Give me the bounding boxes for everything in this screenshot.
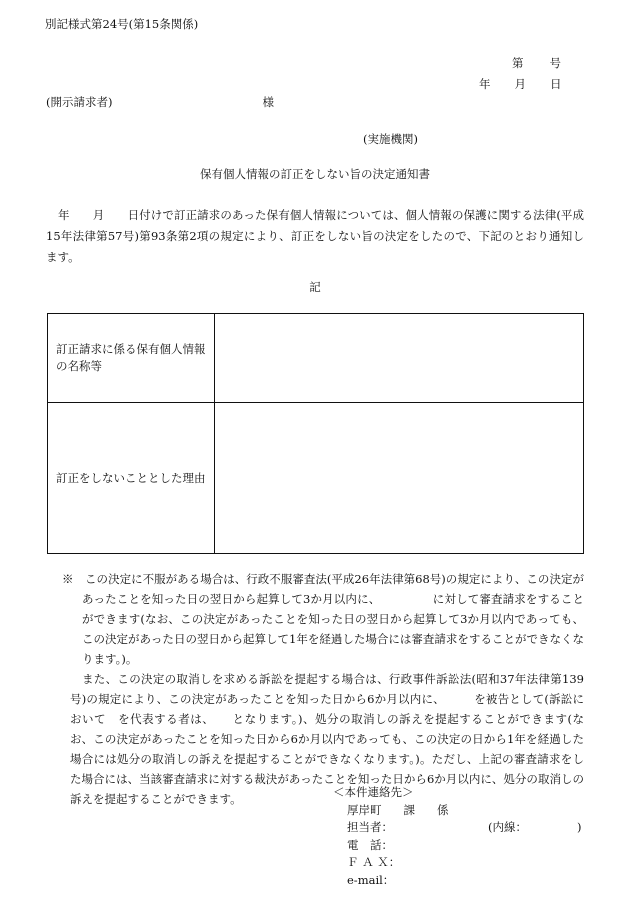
document-title: 保有個人情報の訂正をしない旨の決定通知書 — [200, 167, 430, 181]
contact-person — [333, 819, 582, 837]
date-day: 日 — [550, 77, 562, 91]
person-label: 担当者： — [347, 820, 393, 834]
row1-label: 訂正請求に係る保有個人情報の名称等 — [48, 314, 215, 403]
contact-header: ＜本件連絡先＞ — [333, 785, 414, 799]
requester-line — [46, 94, 274, 110]
form-id: 別記様式第24号(第15条関係) — [45, 17, 199, 31]
row1-value — [215, 314, 584, 403]
row2-value — [215, 403, 584, 554]
date-year: 年 — [479, 77, 491, 91]
body-paragraph: 年 月 日付けで訂正請求のあった保有個人情報については、個人情報の保護に関する法律(平成15年法律第57号)第93条第2項の規定により、訂正をしない旨の決定をしたので、下記のとおり通知します。 — [46, 208, 584, 264]
number-dai: 第 — [512, 56, 524, 70]
decision-table — [47, 313, 584, 554]
contact-fax: Ｆ Ａ Ｘ： — [347, 855, 401, 869]
row2-label: 訂正をしないこととした理由 — [48, 403, 215, 554]
contact-phone: 電 話： — [347, 837, 393, 852]
contact-block — [333, 784, 582, 889]
requester-sama: 様 — [262, 95, 274, 109]
contact-email: e-mail： — [347, 872, 395, 887]
number-gou: 号 — [549, 56, 561, 70]
table-row — [48, 314, 584, 403]
note-paragraph-2: また、この決定の取消しを求める訴訟を提起する場合は、行政事件訴訟法(昭和37年法律第139号)の規定により、この決定があったことを知った日から6か月以内に、 を被告として(訴訟において を代表する者は、 となります。)、処分の取消しの訴えを提起することができます(なお、この決定があったことを知った日から6か月以内であっても、この決定の日から1年を経過した場合には処分の取消しの訴えを提起することができなくなります。)。ただし、上記の審査請求をした場合には、当該審査請求に対する裁決があったことを知った日から6か月以内に、処分の取消しの訴えを提起することができます。 — [70, 672, 584, 806]
dept-town: 厚岸町 — [347, 802, 382, 817]
document-number-line — [512, 55, 561, 71]
agency-label: (実施機関) — [363, 132, 418, 146]
dept-kakari: 係 — [437, 802, 449, 817]
dept-ka: 課 — [403, 802, 415, 817]
extension-open: (内線： — [488, 820, 527, 834]
requester-label: (開示請求者) — [46, 95, 113, 109]
date-line — [479, 76, 562, 92]
contact-department — [333, 802, 582, 820]
date-month: 月 — [514, 77, 526, 91]
extension-close: ) — [577, 820, 582, 834]
ki-heading: 記 — [309, 280, 321, 294]
note-paragraph-1: ※ この決定に不服がある場合は、行政不服審査法(平成26年法律第68号)の規定により、この決定があったことを知った日の翌日から起算して3か月以内に、 に対して審査請求をすることができます(なお、この決定があったことを知った日の翌日から起算して3か月以内であっても、この決定があった日の翌日から起算して1年を経過した場合には審査請求をすることができなくなります。)。 — [62, 572, 584, 666]
table-row — [48, 403, 584, 554]
notes-section — [62, 569, 584, 809]
